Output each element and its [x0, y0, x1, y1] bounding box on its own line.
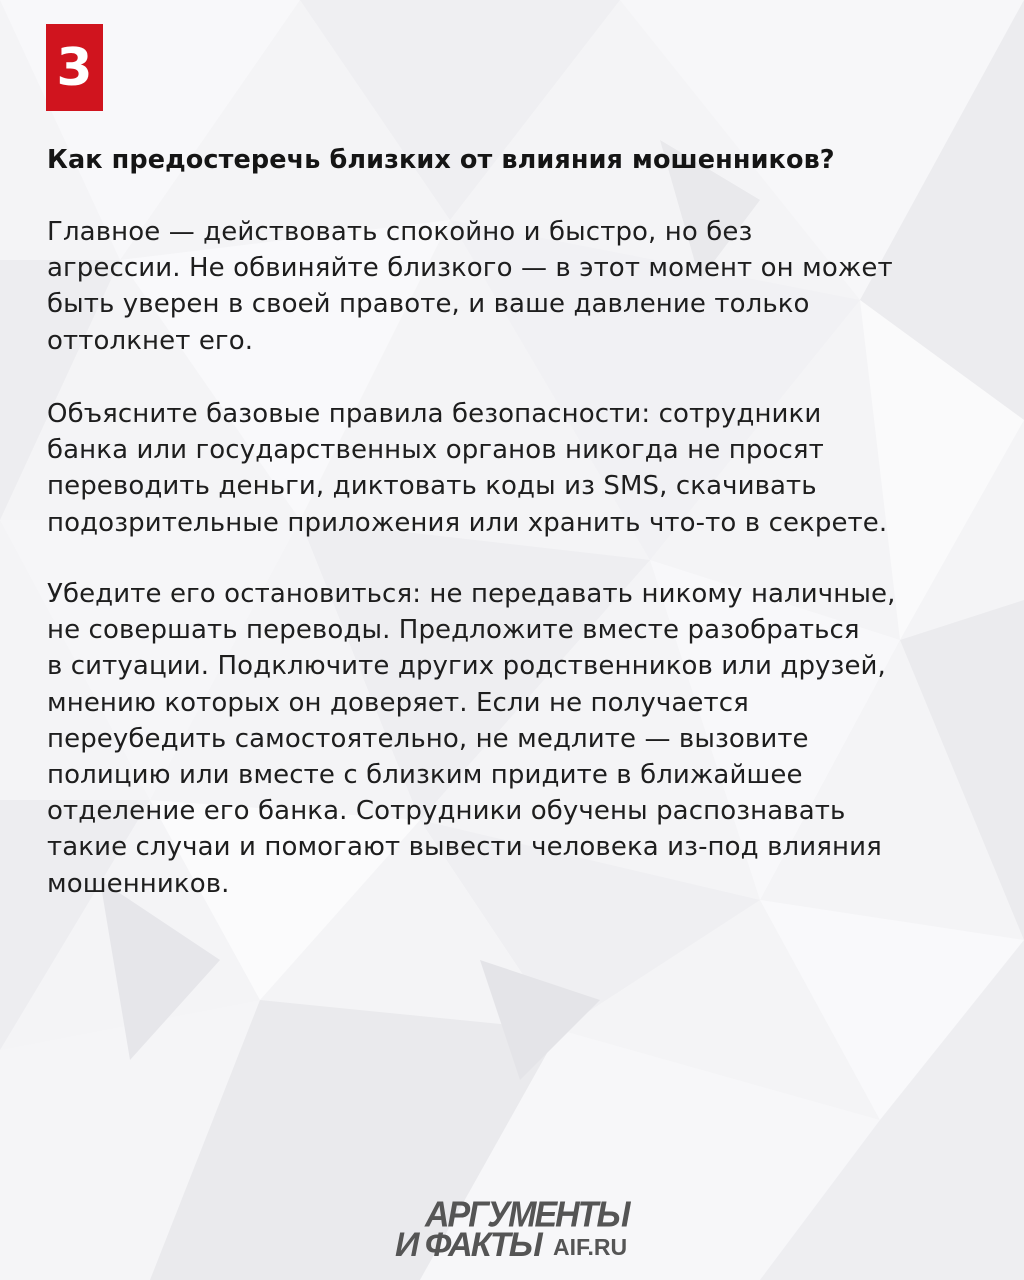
- paragraph-line: банка или государственных органов никогда не просят: [47, 435, 824, 466]
- paragraph-line: отделение его банка. Сотрудники обучены распознавать: [47, 796, 846, 827]
- paragraph-line: агрессии. Не обвиняйте близкого — в этот момент он может: [47, 253, 893, 284]
- paragraph-line: подозрительные приложения или хранить что-то в секрете.: [47, 507, 888, 538]
- logo-site: AIF.RU: [553, 1234, 628, 1260]
- paragraph-3: [47, 576, 997, 902]
- slide-number-badge: [46, 24, 103, 111]
- paragraph-line: быть уверен в своей правоте, и ваше давление только: [47, 289, 810, 320]
- paragraph-line: переубедить самостоятельно, не медлите — вызовите: [47, 723, 809, 754]
- slide-heading: Как предостеречь близких от влияния мошенников?: [47, 145, 835, 175]
- slide-number: 3: [56, 37, 93, 98]
- paragraph-line: мнению которых он доверяет. Если не получается: [47, 687, 749, 718]
- paragraph-line: переводить деньги, диктовать коды из SMS, скачивать: [47, 471, 817, 502]
- paragraph-line: Убедите его остановиться: не передавать никому наличные,: [47, 579, 896, 609]
- paragraph-line: Объясните базовые правила безопасности: сотрудники: [47, 399, 822, 429]
- paragraph-line: не совершать переводы. Предложите вместе разобраться: [47, 615, 860, 646]
- paragraph-1: [47, 214, 997, 359]
- paragraph-line: Главное — действовать спокойно и быстро, но без: [47, 217, 753, 247]
- paragraph-line: мошенников.: [47, 868, 230, 899]
- paragraph-line: в ситуации. Подключите других родственников или друзей,: [47, 651, 886, 682]
- paragraph-2: [47, 396, 997, 541]
- logo-line-2: И ФАКТЫ: [395, 1226, 541, 1264]
- paragraph-line: такие случаи и помогают вывести человека из-под влияния: [47, 832, 882, 863]
- logo-line-1: АРГУМЕНТЫ: [425, 1195, 629, 1235]
- aif-logo: [395, 1196, 665, 1266]
- paragraph-line: полицию или вместе с близким придите в ближайшее: [47, 760, 803, 791]
- paragraph-line: оттолкнет его.: [47, 325, 254, 356]
